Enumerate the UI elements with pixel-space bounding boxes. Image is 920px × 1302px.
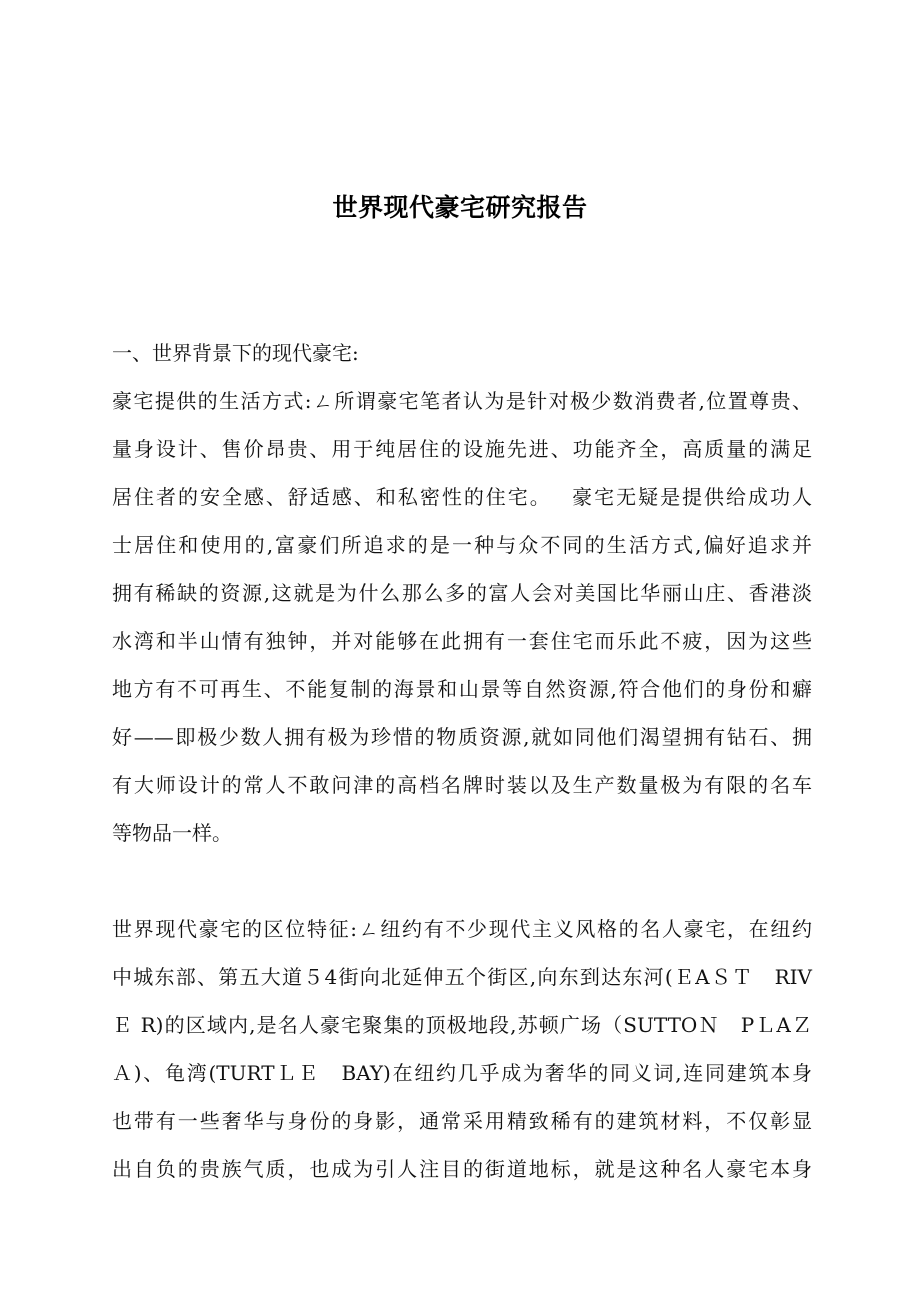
paragraph-line: 等物品一样。 (112, 821, 232, 845)
paragraph-line: 地方有不可再生、不能复制的海景和山景等自然资源,符合他们的身份和癖 (112, 677, 812, 701)
paragraph-line: 居住者的安全感、舒适感、和私密性的住宅。 豪宅无疑是提供给成功人 (112, 485, 812, 509)
document-title: 世界现代豪宅研究报告 (332, 193, 588, 222)
paragraph-line: 量身设计、售价昂贵、用于纯居住的设施先进、功能齐全，高质量的满足 (112, 437, 812, 461)
paragraph-line: 中城东部、第五大道５4街向北延伸五个街区,向东到达东河(ＥAＳＴ RIV (112, 965, 812, 989)
paragraph-line: 有大师设计的常人不敢问津的高档名牌时装以及生产数量极为有限的名车 (112, 773, 812, 797)
paragraph-line: Ａ)、龟湾(TURTＬＥ BAY)在纽约几乎成为奢华的同义词,连同建筑本身 (112, 1061, 812, 1085)
paragraph-line: 水湾和半山情有独钟，并对能够在此拥有一套住宅而乐此不疲，因为这些 (112, 629, 812, 653)
paragraph-line: 好——即极少数人拥有极为珍惜的物质资源,就如同他们渴望拥有钻石、拥 (112, 725, 812, 749)
paragraph-line: 士居住和使用的,富豪们所追求的是一种与众不同的生活方式,偏好追求并 (112, 533, 812, 557)
paragraph-line: 豪宅提供的生活方式:ㄥ所谓豪宅笔者认为是针对极少数消费者,位置尊贵、 (112, 389, 812, 413)
section-heading: 一、世界背景下的现代豪宅: (112, 341, 359, 365)
paragraph-line: 也带有一些奢华与身份的身影，通常采用精致稀有的建筑材料，不仅彰显 (112, 1109, 812, 1133)
paragraph-line: 出自负的贵族气质，也成为引人注目的街道地标，就是这种名人豪宅本身 (112, 1157, 812, 1181)
paragraph-line: Ｅ R)的区域内,是名人豪宅聚集的顶极地段,苏顿广场（SUTTOＮ PＬAＺ (112, 1013, 812, 1037)
paragraph-line: 世界现代豪宅的区位特征:ㄥ纽约有不少现代主义风格的名人豪宅，在纽约 (112, 917, 812, 941)
paragraph-line: 拥有稀缺的资源,这就是为什么那么多的富人会对美国比华丽山庄、香港淡 (112, 581, 812, 605)
